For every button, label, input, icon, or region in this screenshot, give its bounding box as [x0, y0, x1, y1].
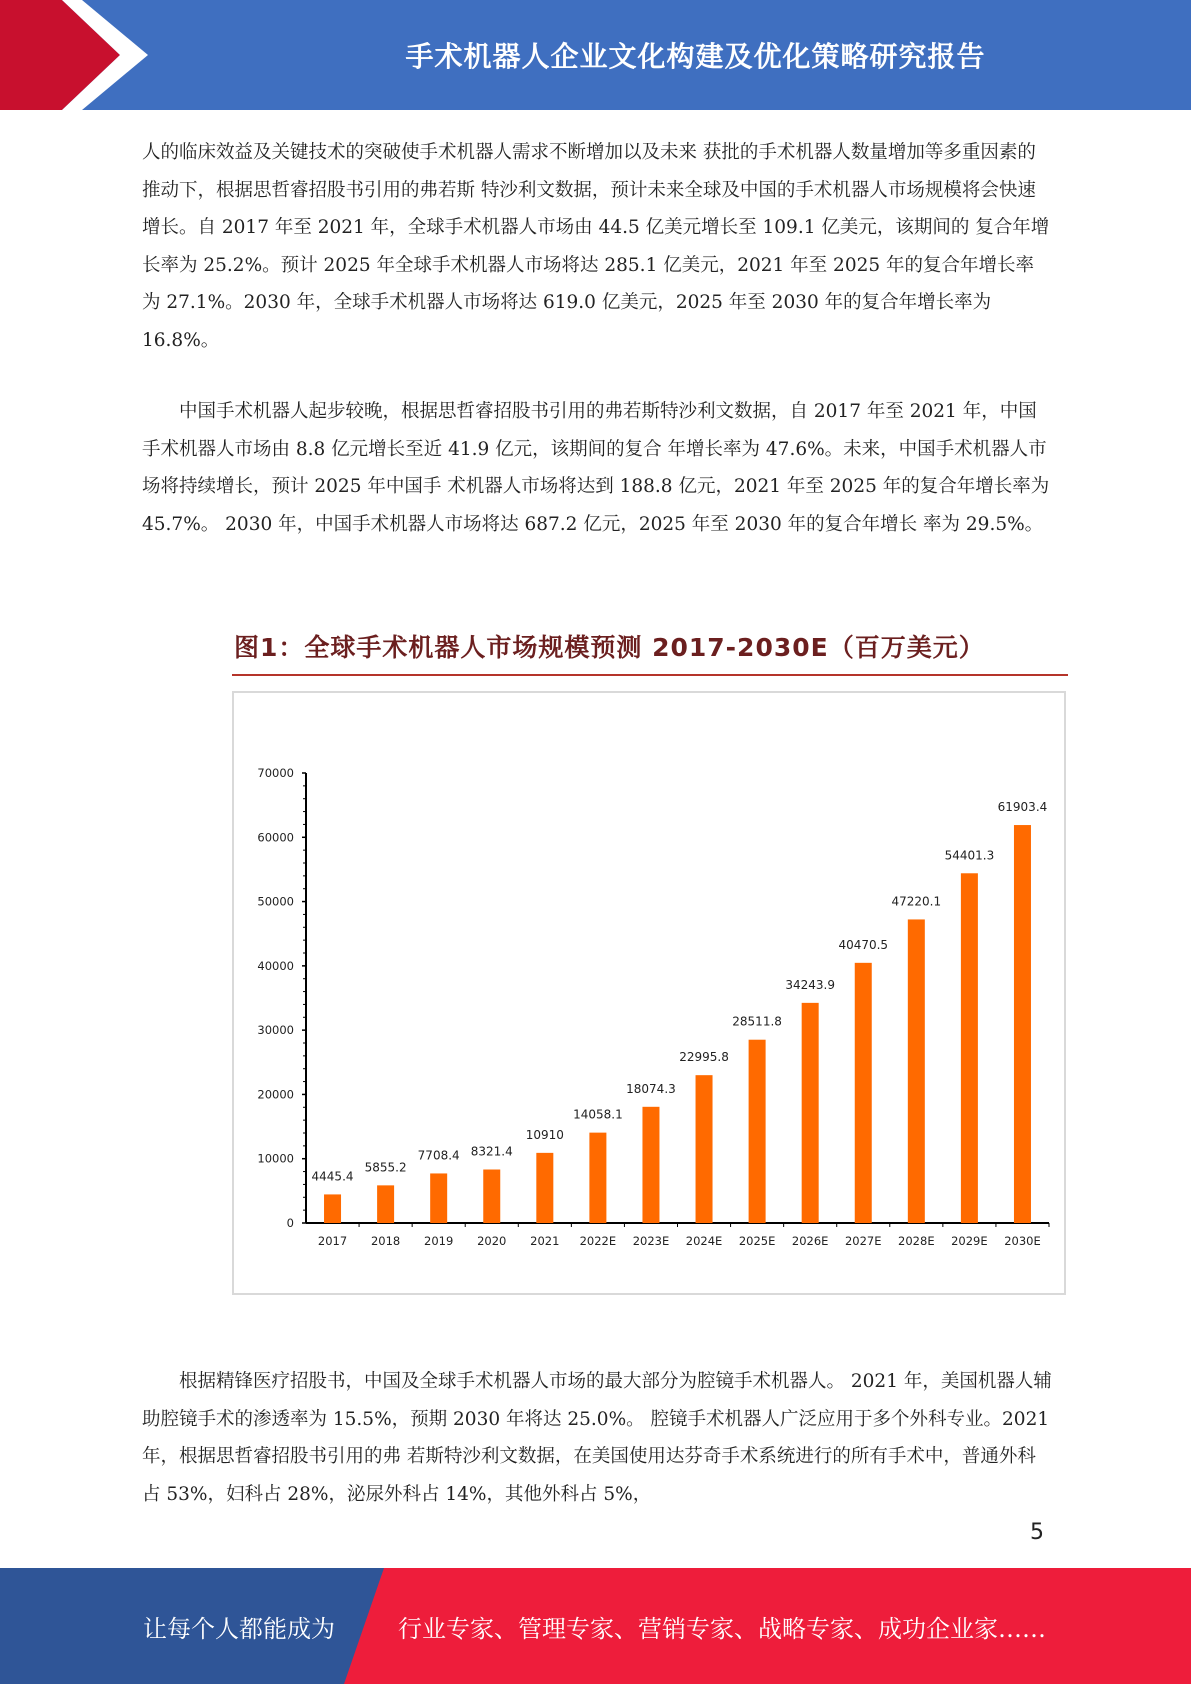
paragraph-text: 根据精锋医疗招股书，中国及全球手术机器人市场的最大部分为腔镜手术机器人。 2021 年，美国机器人辅助腔镜手术的渗透率为 15.5%，预期 2030 年将达 25.0%。 腔镜手术机器人广泛应用于多个外科专业。2021 年，根据思哲睿招股书引用的弗 若斯特沙利文数据，在美国使用达芬奇手术系统进行的所有手术中，普通外科占 53%，妇科占 28%，泌尿外科占 14%，其他外科占 5%，: [142, 1371, 1052, 1505]
y-tick-label: 60000: [257, 830, 294, 845]
x-tick-label: 2027E: [844, 1234, 882, 1248]
x-tick-label: 2030E: [1004, 1234, 1041, 1248]
header-title: 手术机器人企业文化构建及优化策略研究报告: [405, 40, 986, 73]
figure-title-rule: [232, 674, 1068, 676]
x-tick-label: 2022E: [579, 1234, 617, 1248]
data-label: 28511.8: [732, 1014, 782, 1029]
x-tick-label: 2018: [370, 1234, 401, 1248]
page-footer: [0, 1568, 1191, 1684]
data-label: 22995.8: [679, 1050, 729, 1065]
x-tick-label: 2025E: [738, 1234, 776, 1248]
paragraph-text: 人的临床效益及关键技术的突破使手术机器人需求不断增加以及未来 获批的手术机器人数量增加等多重因素的推动下，根据思哲睿招股书引用的弗若斯 特沙利文数据，预计未来全球及中国的手术机器人市场规模将会快速增长。自 2017 年至 2021 年，全球手术机器人市场由 44.5 亿美元增长至 109.1 亿美元，该期间的 复合年增长率为 25.2%。预计 2025 年全球手术机器人市场将达 285.1 亿美元，2021 年至 2025 年的复合年增长率为 27.1%。2030 年，全球手术机器人市场将达 619.0 亿美元，2025 年至 2030 年的复合年增长率为 16.8%。: [142, 142, 1050, 351]
x-tick-label: 2017: [317, 1234, 348, 1248]
bar-2028E: [908, 919, 925, 1223]
data-label: 4445.4: [311, 1169, 354, 1184]
data-label: 8321.4: [470, 1144, 513, 1159]
x-tick-label: 2020: [477, 1234, 507, 1248]
page-header: [0, 0, 1191, 110]
bar-chart: [232, 691, 1066, 1295]
figure-title: 图1：全球手术机器人市场规模预测 2017-2030E（百万美元）: [234, 633, 985, 662]
bar-2020: [483, 1170, 500, 1223]
bar-2019: [430, 1173, 447, 1223]
y-tick-label: 40000: [257, 958, 294, 973]
bar-2023E: [642, 1107, 659, 1223]
x-tick-label: 2024E: [685, 1234, 723, 1248]
x-tick-label: 2021: [530, 1234, 560, 1248]
paragraph-china-market: [142, 393, 1052, 543]
bar-2030E: [1014, 825, 1031, 1223]
bar-chart-svg: [234, 693, 1064, 1293]
data-label: 47220.1: [891, 894, 942, 909]
y-tick-label: 50000: [257, 894, 294, 909]
data-label: 34243.9: [785, 977, 835, 992]
page-number: 5: [1030, 1520, 1044, 1545]
bar-2022E: [589, 1133, 606, 1223]
paragraph-text: 中国手术机器人起步较晚，根据思哲睿招股书引用的弗若斯特沙利文数据，自 2017 年至 2021 年，中国手术机器人市场由 8.8 亿元增长至近 41.9 亿元，该期间的复合 年增长率为 47.6%。未来，中国手术机器人市场将持续增长，预计 2025 年中国手 术机器人市场将达到 188.8 亿元，2021 年至 2025 年的复合年增长率为 45.7%。 2030 年，中国手术机器人市场将达 687.2 亿元，2025 年至 2030 年的复合年增长 率为 29.5%。: [142, 401, 1050, 535]
data-label: 10910: [525, 1127, 564, 1142]
paragraph-global-market: [142, 134, 1052, 359]
y-tick-label: 10000: [257, 1151, 294, 1166]
bar-2017: [324, 1194, 341, 1223]
data-label: 61903.4: [997, 800, 1048, 815]
x-tick-label: 2023E: [632, 1234, 670, 1248]
data-label: 14058.1: [573, 1107, 623, 1122]
x-tick-label: 2028E: [898, 1234, 935, 1248]
bar-2027E: [855, 963, 872, 1223]
footer-slogan-left: 让每个人都能成为: [143, 1614, 335, 1643]
x-tick-label: 2029E: [951, 1234, 988, 1248]
data-label: 7708.4: [417, 1148, 460, 1163]
y-tick-label: 20000: [257, 1087, 294, 1102]
data-label: 18074.3: [626, 1081, 676, 1096]
x-tick-label: 2026E: [791, 1234, 829, 1248]
bar-2024E: [696, 1075, 713, 1223]
paragraph-laparoscopic: [142, 1363, 1052, 1513]
bar-2026E: [802, 1003, 819, 1223]
y-tick-label: 70000: [257, 766, 294, 780]
data-label: 5855.2: [364, 1160, 407, 1175]
data-label: 40470.5: [838, 937, 889, 952]
bar-2029E: [961, 873, 978, 1223]
bar-2021: [536, 1153, 553, 1223]
bar-2025E: [749, 1040, 766, 1223]
y-tick-label: 30000: [257, 1023, 294, 1038]
y-tick-label: 0: [286, 1216, 294, 1230]
footer-slogan-right: 行业专家、管理专家、营销专家、战略专家、成功企业家……: [398, 1614, 1046, 1643]
data-label: 54401.3: [944, 848, 995, 863]
bar-2018: [377, 1185, 394, 1223]
x-tick-label: 2019: [424, 1234, 454, 1248]
